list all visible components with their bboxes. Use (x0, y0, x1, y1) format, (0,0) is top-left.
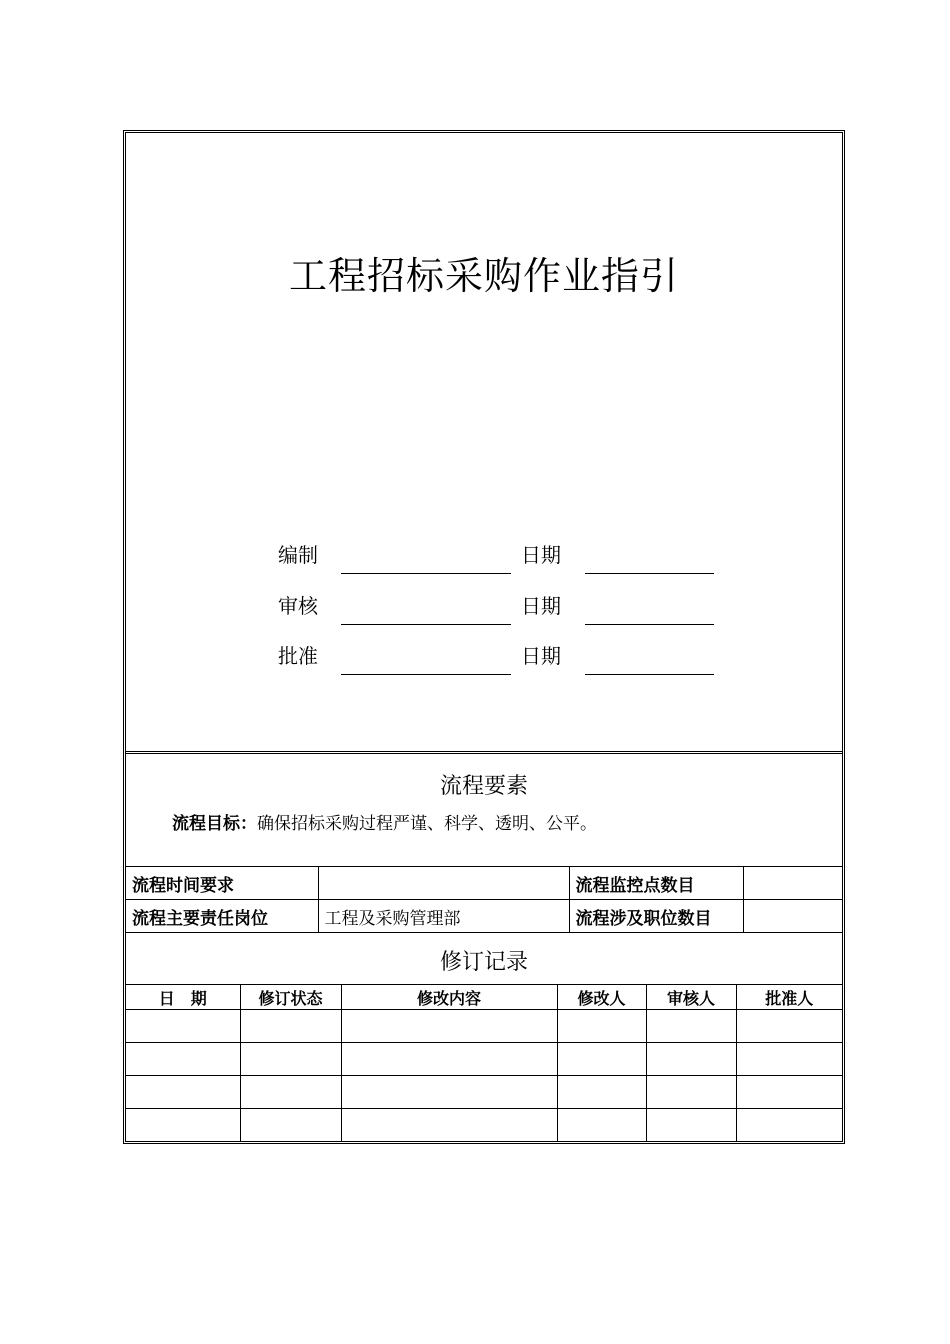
table-cell (646, 1076, 736, 1109)
table-cell (341, 1043, 557, 1076)
reviewer-line (341, 624, 511, 625)
table-cell (557, 1043, 646, 1076)
table-row (126, 867, 842, 900)
revision-header-row (126, 985, 842, 1010)
table-cell (557, 1076, 646, 1109)
reviewer-date-line (585, 624, 714, 625)
document-frame (123, 130, 845, 1144)
document-title: 工程招标采购作业指引 (288, 254, 679, 298)
responsible-post-value: 工程及采购管理部 (318, 900, 569, 933)
approver-date-label: 日期 (521, 644, 561, 668)
table-row (126, 1010, 842, 1043)
table-cell (240, 1076, 341, 1109)
positions-count-value (743, 900, 842, 933)
process-goal (172, 809, 597, 834)
column-header-reviewer: 审核人 (646, 985, 736, 1010)
table-cell (646, 1109, 736, 1142)
table-cell (240, 1010, 341, 1043)
compiler-date-label: 日期 (521, 543, 561, 567)
reviewer-date-label: 日期 (521, 594, 561, 618)
table-cell (736, 1076, 842, 1109)
table-cell (126, 1076, 240, 1109)
table-cell (646, 1043, 736, 1076)
approver-date-line (585, 674, 714, 675)
table-cell (126, 1109, 240, 1142)
table-row (126, 1076, 842, 1109)
compiler-label: 编制 (278, 543, 318, 567)
revision-table (126, 984, 842, 1142)
table-row (126, 1109, 842, 1142)
revision-record-heading: 修订记录 (439, 950, 528, 975)
table-cell (341, 1010, 557, 1043)
compiler-line (341, 573, 511, 574)
column-header-status: 修订状态 (240, 985, 341, 1010)
positions-count-label: 流程涉及职位数目 (569, 900, 743, 933)
section-separator (126, 751, 842, 754)
table-cell (736, 1010, 842, 1043)
control-points-value (743, 867, 842, 900)
table-cell (557, 1010, 646, 1043)
table-cell (646, 1010, 736, 1043)
column-header-approver: 批准人 (736, 985, 842, 1010)
reviewer-label: 审核 (278, 594, 318, 618)
column-header-modifier: 修改人 (557, 985, 646, 1010)
table-cell (240, 1109, 341, 1142)
table-cell (126, 1010, 240, 1043)
table-cell (736, 1109, 842, 1142)
table-cell (240, 1043, 341, 1076)
process-goal-text: 确保招标采购过程严谨、科学、透明、公平。 (257, 814, 597, 834)
column-header-content: 修改内容 (341, 985, 557, 1010)
table-row (126, 900, 842, 933)
table-cell (736, 1043, 842, 1076)
table-cell (341, 1109, 557, 1142)
compiler-date-line (585, 573, 714, 574)
table-cell (557, 1109, 646, 1142)
process-goal-label: 流程目标： (172, 814, 257, 834)
table-cell (341, 1076, 557, 1109)
process-info-table (126, 866, 842, 933)
approver-label: 批准 (278, 644, 318, 668)
table-cell (126, 1043, 240, 1076)
process-elements-heading: 流程要素 (439, 774, 528, 799)
responsible-post-label: 流程主要责任岗位 (126, 900, 318, 933)
table-row (126, 1043, 842, 1076)
column-header-date: 日 期 (126, 985, 240, 1010)
time-requirement-label: 流程时间要求 (126, 867, 318, 900)
time-requirement-value (318, 867, 569, 900)
approver-line (341, 674, 511, 675)
control-points-label: 流程监控点数目 (569, 867, 743, 900)
